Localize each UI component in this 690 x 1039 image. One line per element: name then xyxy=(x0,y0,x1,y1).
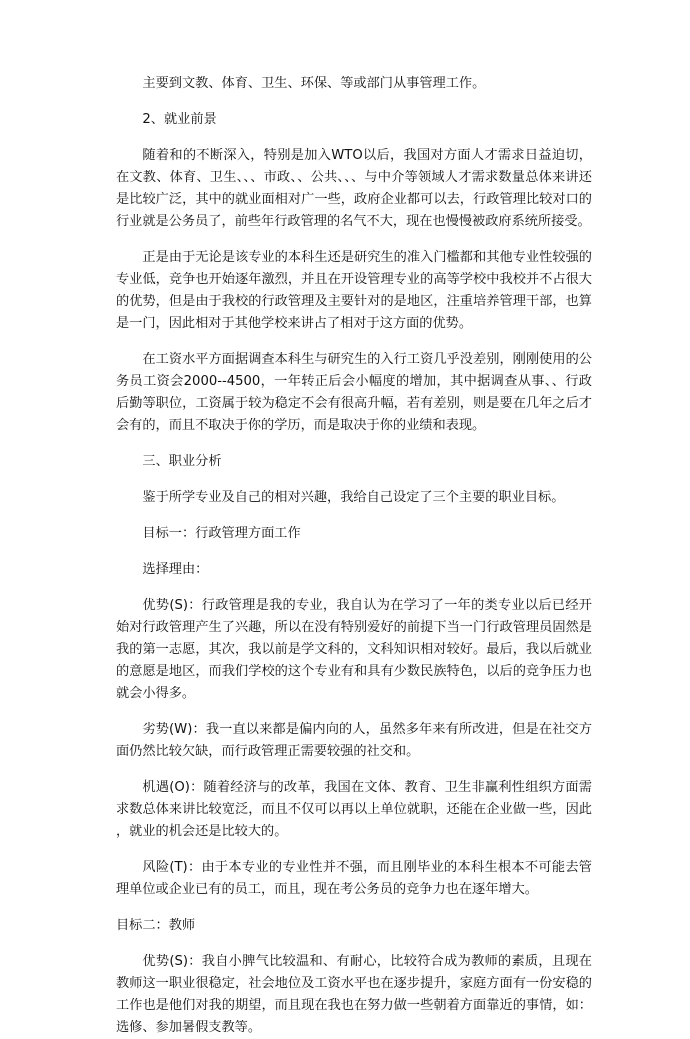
paragraph-departments: 主要到文教、体育、卫生、环保、等或部门从事管理工作。 xyxy=(142,76,486,91)
heading-goal-one: 目标一：行政管理方面工作 xyxy=(142,526,301,541)
heading-employment-prospects: 2、就业前景 xyxy=(142,112,217,127)
paragraph-weaknesses: 劣势(W)：我一直以来都是偏内向的人，虽然多年来有所改进，但是在社交方面仍然比较欠缺，而行政管理正需要较强的社交和。 xyxy=(116,722,592,759)
heading-goal-two: 目标二：教师 xyxy=(116,918,196,933)
paragraph-career-goals-intro: 鉴于所学专业及自己的相对兴趣，我给自己设定了三个主要的职业目标。 xyxy=(142,490,565,505)
paragraph-teacher-strengths: 优势(S)：我自小脾气比较温和、有耐心，比较符合成为教师的素质，且现在教师这一职业很稳定，社会地位及工资水平也在逐步提升，家庭方面有一份安稳的工作也是他们对我的期望，而且现在我也在努力做一些朝着方面靠近的事情，如：选修、参加暑假支教等。 xyxy=(116,954,592,1035)
heading-reasons: 选择理由： xyxy=(142,562,209,577)
paragraph-strengths: 优势(S)：行政管理是我的专业，我自认为在学习了一年的类专业以后已经开始对行政管理产生了兴趣，所以在没有特别爱好的前提下当一门行政管理员固然是我的第一志愿，其次，我以前是学文科的，文科知识相对较好。最后，我以后就业的意愿是地区，而我们学校的这个专业有和具有少数民族特色，以后的竞争压力也就会小得多。 xyxy=(116,598,592,701)
paragraph-talent-demand: 随着和的不断深入，特别是加入WTO以后，我国对方面人才需求日益迫切，在文教、体育、卫生、、、市政、、公共、、、与中介等领域人才需求数量总体来讲还是比较广泛，其中的就业面相对广一些，政府企业都可以去，行政管理比较对口的行业就是公务员了，前些年行政管理的名气不大，现在也慢慢被政府系统所接受。 xyxy=(116,148,592,229)
paragraph-threats: 风险(T)：由于本专业的专业性并不强，而且刚毕业的本科生根本不可能去管理单位或企业已有的员工，而且，现在考公务员的竞争力也在逐年增大。 xyxy=(116,860,592,897)
paragraph-competition: 正是由于无论是该专业的本科生还是研究生的准入门槛都和其他专业性较强的专业低，竞争也开始逐年激烈，并且在开设管理专业的高等学校中我校并不占很大的优势，但是由于我校的行政管理及主要针对的是地区，注重培养管理干部，也算是一门，因此相对于其他学校来讲占了相对于这方面的优势。 xyxy=(116,250,592,331)
heading-career-analysis: 三、职业分析 xyxy=(142,454,222,469)
paragraph-opportunities: 机遇(O)：随着经济与的改革，我国在文体、教育、卫生非赢利性组织方面需求数总体来讲比较宽泛，而且不仅可以再以上单位就职，还能在企业做一些，因此，就业的机会还是比较大的。 xyxy=(116,780,592,839)
paragraph-salary: 在工资水平方面据调查本科生与研究生的入行工资几乎没差别，刚刚使用的公务员工资会2000--4500，一年转正后会小幅度的增加，其中据调查从事、、行政后勤等职位，工资属于较为稳定不会有很高升幅，若有差别，则是要在几年之后才会有的，而且不取决于你的学历，而是取决于你的业绩和表现。 xyxy=(116,352,592,433)
